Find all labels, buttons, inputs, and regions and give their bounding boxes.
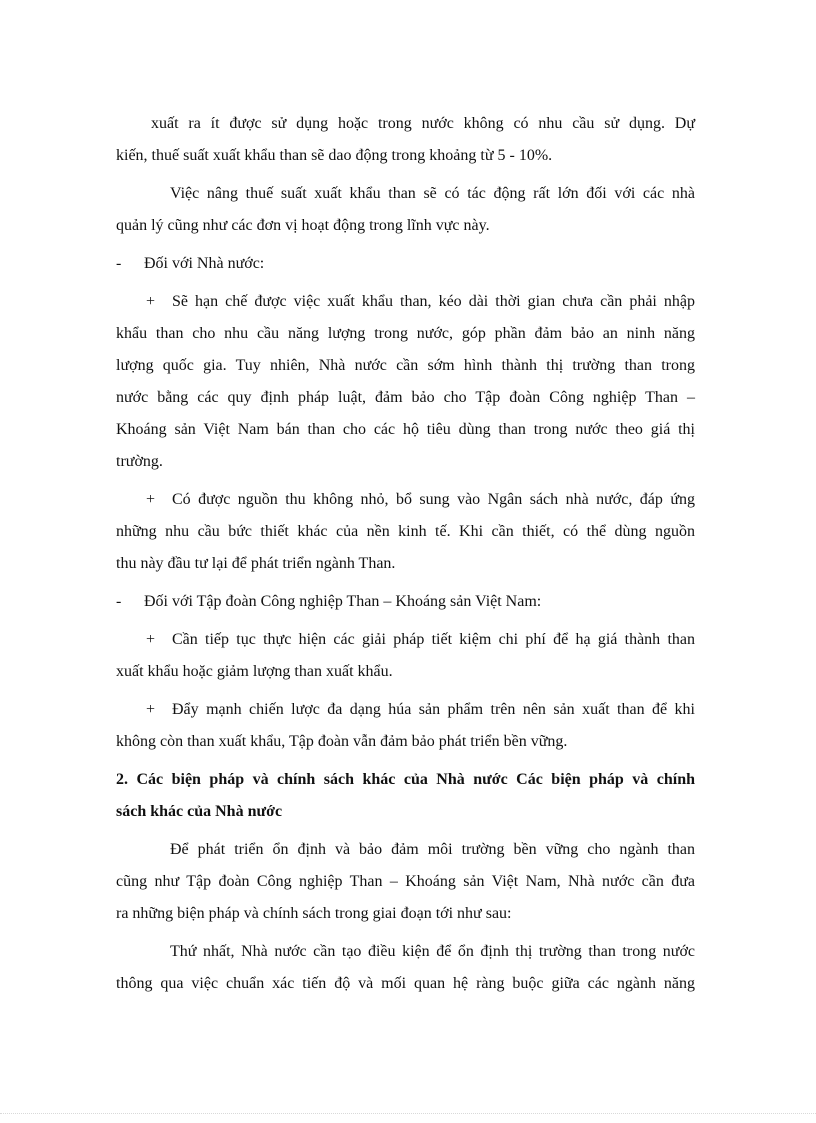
text-line: khẩu than cho nhu cầu năng lượng trong nước, góp phần đảm bảo an ninh năng bbox=[116, 325, 695, 342]
text-line: những nhu cầu bức thiết khác của nền kinh tế. Khi cần thiết, có thể dùng nguồn bbox=[116, 523, 695, 540]
dash-list-item bbox=[116, 248, 695, 280]
text-line: Thứ nhất, Nhà nước cần tạo điều kiện để ổn định thị trường than trong nước bbox=[170, 943, 695, 960]
text-line: thu này đầu tư lại để phát triển ngành Than. bbox=[116, 555, 396, 572]
text-line: xuất khẩu hoặc giảm lượng than xuất khẩu. bbox=[116, 663, 393, 680]
plus-bullet: + bbox=[146, 701, 156, 718]
text-line: Khoáng sản Việt Nam bán than cho các hộ tiêu dùng than trong nước theo giá thị bbox=[116, 421, 695, 438]
plus-bullet: + bbox=[146, 631, 156, 648]
plus-list-item bbox=[116, 484, 695, 516]
document-body bbox=[116, 108, 695, 1000]
list-item-text: Cần tiếp tục thực hiện các giải pháp tiết kiệm chi phí để hạ giá thành than bbox=[172, 631, 695, 648]
text-line: ra những biện pháp và chính sách trong giai đoạn tới như sau: bbox=[116, 905, 512, 922]
list-item-text: Đối với Tập đoàn Công nghiệp Than – Khoáng sản Việt Nam: bbox=[144, 593, 542, 610]
text-line: trường. bbox=[116, 453, 163, 470]
section-heading-cont: sách khác của Nhà nước bbox=[116, 803, 283, 820]
list-item-text: Đối với Nhà nước: bbox=[144, 255, 265, 272]
text-line: quản lý cũng như các đơn vị hoạt động trong lĩnh vực này. bbox=[116, 217, 490, 234]
section-heading: 2. Các biện pháp và chính sách khác của Nhà nước Các biện pháp và chính bbox=[116, 771, 695, 788]
dash-list-item bbox=[116, 586, 695, 618]
plus-list-item bbox=[116, 624, 695, 656]
plus-bullet: + bbox=[146, 293, 156, 310]
plus-list-item bbox=[116, 286, 695, 318]
list-item-text: Có được nguồn thu không nhỏ, bổ sung vào Ngân sách nhà nước, đáp ứng bbox=[172, 491, 695, 508]
text-line: Việc nâng thuế suất xuất khẩu than sẽ có tác động rất lớn đối với các nhà bbox=[170, 185, 695, 202]
text-line: thông qua việc chuẩn xác tiến độ và mối quan hệ ràng buộc giữa các ngành năng bbox=[116, 975, 695, 992]
text-line: lượng quốc gia. Tuy nhiên, Nhà nước cần sớm hình thành thị trường than trong bbox=[116, 357, 695, 374]
page-bottom-rule bbox=[0, 1113, 816, 1114]
text-line: xuất ra ít được sử dụng hoặc trong nước không có nhu cầu sử dụng. Dự bbox=[151, 115, 695, 132]
text-line: kiến, thuế suất xuất khẩu than sẽ dao động trong khoảng từ 5 - 10%. bbox=[116, 147, 553, 164]
text-line: cũng như Tập đoàn Công nghiệp Than – Khoáng sản Việt Nam, Nhà nước cần đưa bbox=[116, 873, 695, 890]
list-item-text: Đẩy mạnh chiến lược đa dạng húa sản phẩm trên nên sản xuất than để khi bbox=[172, 701, 695, 718]
text-line: nước bằng các quy định pháp luật, đảm bảo cho Tập đoàn Công nghiệp Than – bbox=[116, 389, 695, 406]
text-line: không còn than xuất khẩu, Tập đoàn vẫn đảm bảo phát triển bền vững. bbox=[116, 733, 568, 750]
dash-bullet: - bbox=[116, 593, 122, 610]
dash-bullet: - bbox=[116, 255, 122, 272]
text-line: Để phát triển ổn định và bảo đảm môi trường bền vững cho ngành than bbox=[170, 841, 695, 858]
plus-bullet: + bbox=[146, 491, 156, 508]
plus-list-item bbox=[116, 694, 695, 726]
list-item-text: Sẽ hạn chế được việc xuất khẩu than, kéo dài thời gian chưa cần phải nhập bbox=[172, 293, 695, 310]
